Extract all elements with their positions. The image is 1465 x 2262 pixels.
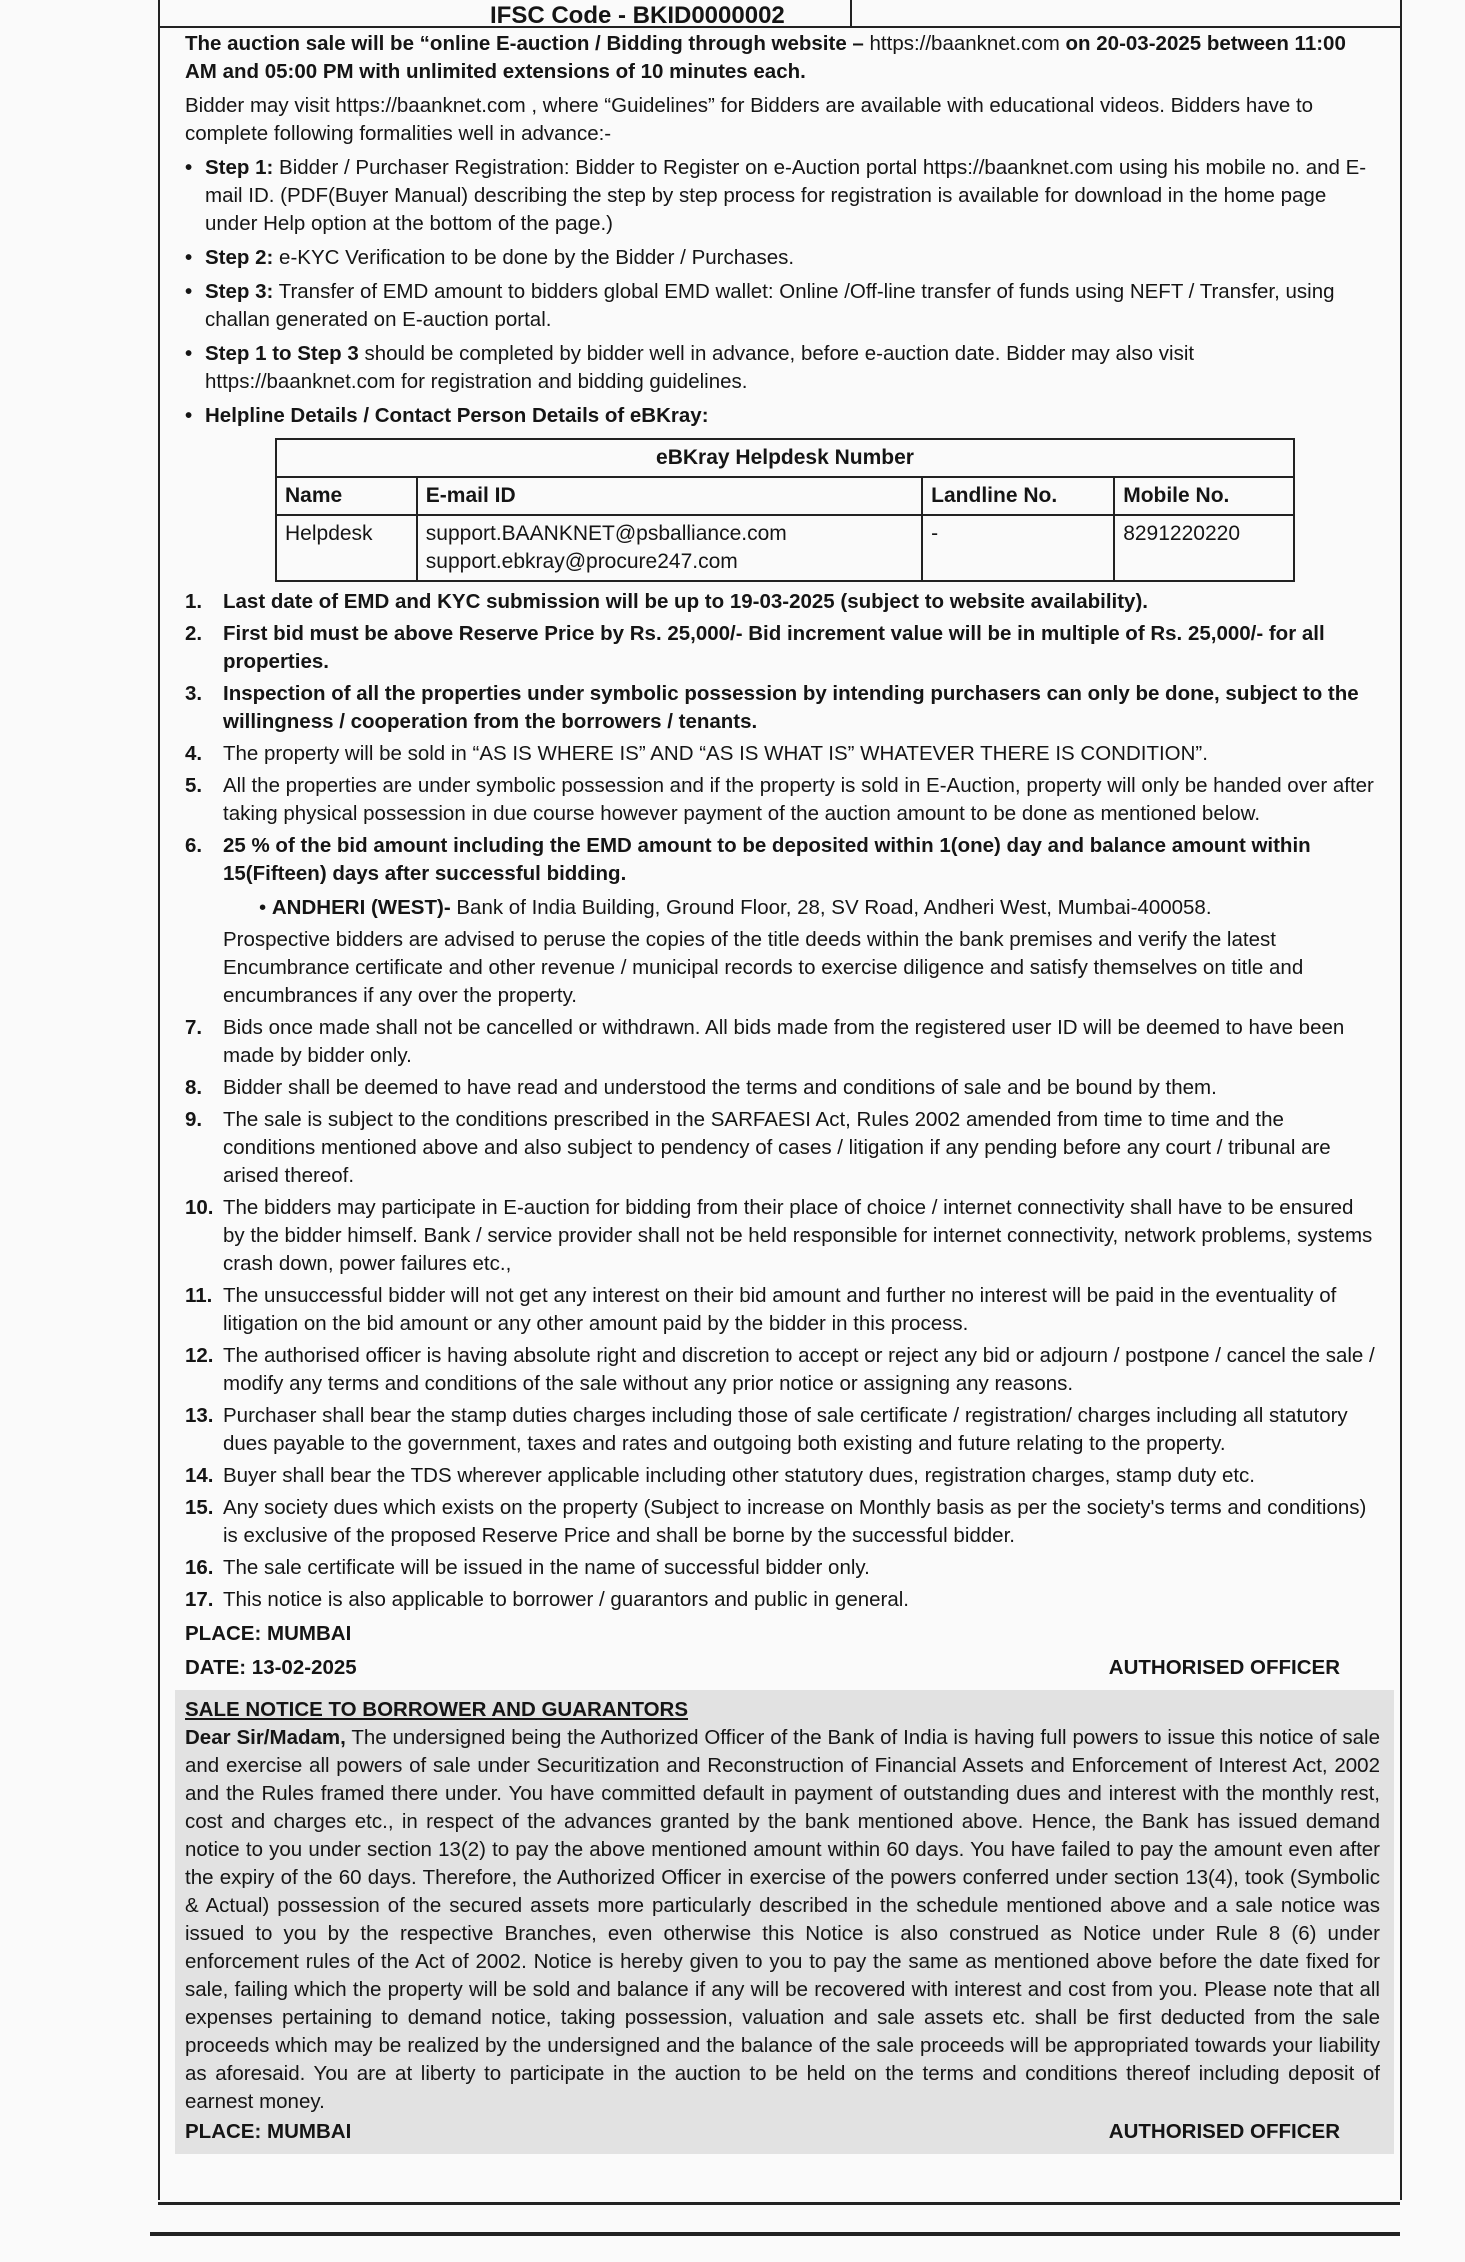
term-text: Bids once made shall not be cancelled or withdrawn. All bids made from the registered user ID will be deemed to have been made by bidder only.	[223, 1016, 1345, 1067]
step-text: Bidder / Purchaser Registration: Bidder to Register on e-Auction portal https://baanknet.com using his mobile no. and E-mail ID. (PDF(Buyer Manual) describing the step by step process for registration is available for download in the home page under Help option at the bottom of the page.)	[205, 156, 1367, 235]
term-text: Buyer shall bear the TDS wherever applicable including other statutory dues, registration charges, stamp duty etc.	[223, 1464, 1255, 1487]
term-item	[185, 1402, 1380, 1458]
sale-notice-title: SALE NOTICE TO BORROWER AND GUARANTORS	[185, 1698, 689, 1721]
term-number: 14.	[185, 1464, 214, 1487]
term-number: 15.	[185, 1496, 214, 1519]
term-number: 2.	[185, 622, 203, 645]
term-text: All the properties are under symbolic possession and if the property is sold in E-Auction, property will only be handed over after taking physical possession in due course however payment of the auction amount to be done as mentioned below.	[223, 774, 1374, 825]
term-text: Bidder shall be deemed to have read and understood the terms and conditions of sale and be bound by them.	[223, 1076, 1217, 1099]
term-text: 25 % of the bid amount including the EMD amount to be deposited within 1(one) day and balance amount within 15(Fifteen) days after successful bidding.	[223, 834, 1311, 885]
col-header-name: Name	[276, 477, 417, 515]
table-row	[276, 515, 1294, 581]
term-text: Purchaser shall bear the stamp duties charges including those of sale certificate / registration/ charges including all statutory dues payable to the government, taxes and rates and outgoing both existing and future relating to the property.	[223, 1404, 1348, 1455]
term-item	[185, 1554, 1380, 1582]
term-text: The bidders may participate in E-auction for bidding from their place of choice / internet connectivity shall have to be ensured by the bidder himself. Bank / service provider shall not be held responsible for internet connectivity, network problems, systems crash down, power failures etc.,	[223, 1196, 1373, 1275]
notice-content	[185, 30, 1380, 2154]
term-number: 9.	[185, 1108, 203, 1131]
term-number: 1.	[185, 590, 203, 613]
title-deeds-note: Prospective bidders are advised to peruse the copies of the title deeds within the bank premises and verify the latest Encumbrance certificate and other revenue / municipal records to exercise diligence and satisfy themselves on title and encumbrances if any over the property.	[223, 928, 1304, 1007]
step-text: should be completed by bidder well in advance, before e-auction date. Bidder may also visit https://baanknet.com for registration and bidding guidelines.	[205, 342, 1195, 393]
step-label: Helpline Details / Contact Person Details of eBKray:	[205, 404, 709, 427]
terms-list	[185, 588, 1380, 1614]
page-bottom-rule	[150, 2232, 1400, 2236]
term-item	[185, 1586, 1380, 1614]
term-number: 16.	[185, 1556, 214, 1579]
email-link[interactable]: support.ebkray@procure247.com	[425, 550, 738, 573]
auction-intro	[185, 30, 1380, 86]
term-item	[185, 1106, 1380, 1190]
col-header-mobile: Mobile No.	[1114, 477, 1294, 515]
step-label: Step 1 to Step 3	[205, 342, 359, 365]
helpdesk-table	[275, 438, 1295, 582]
auction-url-link[interactable]: https://baanknet.com	[869, 32, 1060, 55]
term-number: 13.	[185, 1404, 214, 1427]
term-text: The sale is subject to the conditions prescribed in the SARFAESI Act, Rules 2002 amended from time to time and the conditions mentioned above and also subject to pendency of cases / litigation if any pending before any court / tribunal are arised thereof.	[223, 1108, 1331, 1187]
step-item	[185, 278, 1380, 334]
top-table-cell-right	[850, 0, 1402, 28]
term-item	[185, 1074, 1380, 1102]
step-item	[185, 340, 1380, 396]
term-item	[185, 1462, 1380, 1490]
step-item	[185, 402, 1380, 430]
helpdesk-table-title: eBKray Helpdesk Number	[276, 439, 1294, 477]
authorised-officer-signature: AUTHORISED OFFICER	[1108, 1656, 1340, 1679]
step-item	[185, 244, 1380, 272]
notice-place: PLACE: MUMBAI	[185, 2120, 352, 2143]
term-item	[185, 832, 1380, 1010]
sale-notice-footer	[185, 2118, 1380, 2146]
sale-notice-body	[185, 1724, 1380, 2116]
salutation: Dear Sir/Madam,	[185, 1726, 346, 1749]
term-item	[185, 588, 1380, 616]
cell-email	[417, 515, 922, 581]
branch-address: Bank of India Building, Ground Floor, 28, SV Road, Andheri West, Mumbai-400058.	[450, 896, 1212, 919]
email-link[interactable]: support.BAANKNET@psballiance.com	[425, 522, 787, 545]
cell-landline: -	[922, 515, 1114, 581]
term-number: 7.	[185, 1016, 203, 1039]
term-number: 5.	[185, 774, 203, 797]
term-item	[185, 1194, 1380, 1278]
cell-mobile: 8291220220	[1114, 515, 1294, 581]
term-number: 8.	[185, 1076, 203, 1099]
bidder-guidelines: Bidder may visit https://baanknet.com , where “Guidelines” for Bidders are available with educational videos. Bidders have to complete following formalities well in advance:-	[185, 94, 1314, 145]
place-line: PLACE: MUMBAI	[185, 1622, 352, 1645]
term-item	[185, 1014, 1380, 1070]
step-text: Transfer of EMD amount to bidders global EMD wallet: Online /Off-line transfer of funds using NEFT / Transfer, using challan generated on E-auction portal.	[205, 280, 1335, 331]
step-label: Step 1:	[205, 156, 274, 179]
step-item	[185, 154, 1380, 238]
branch-address-line: • ANDHERI (WEST)- Bank of India Building, Ground Floor, 28, SV Road, Andheri West, Mumbai-400058.	[259, 896, 1212, 919]
term-text: The property will be sold in “AS IS WHERE IS” AND “AS IS WHAT IS” WHATEVER THERE IS CONDITION”.	[223, 742, 1208, 765]
term-item	[185, 680, 1380, 736]
term-text: This notice is also applicable to borrower / guarantors and public in general.	[223, 1588, 909, 1611]
bottom-rule	[158, 2202, 1400, 2205]
term-number: 3.	[185, 682, 203, 705]
registration-steps	[185, 154, 1380, 430]
term-text: First bid must be above Reserve Price by Rs. 25,000/- Bid increment value will be in multiple of Rs. 25,000/- for all properties.	[223, 622, 1325, 673]
term-item	[185, 1494, 1380, 1550]
col-header-landline: Landline No.	[922, 477, 1114, 515]
notice-date: DATE: 13-02-2025	[185, 1656, 357, 1679]
term-item	[185, 1342, 1380, 1398]
notice-officer: AUTHORISED OFFICER	[1108, 2120, 1340, 2143]
term-item	[185, 620, 1380, 676]
term-item	[185, 772, 1380, 828]
term-text: The authorised officer is having absolute right and discretion to accept or reject any bid or adjourn / postpone / cancel the sale / modify any terms and conditions of the sale without any prior notice or assigning any reasons.	[223, 1344, 1375, 1395]
term-number: 10.	[185, 1196, 214, 1219]
step-label: Step 3:	[205, 280, 274, 303]
term-text: Any society dues which exists on the property (Subject to increase on Monthly basis as per the society's terms and conditions) is exclusive of the proposed Reserve Price and shall be borne by the successful bidder.	[223, 1496, 1367, 1547]
auction-intro-text: The auction sale will be “online E-auction / Bidding through website –	[185, 32, 870, 55]
sale-notice-box	[175, 1690, 1394, 2154]
ifsc-code: IFSC Code - BKID0000002	[490, 2, 785, 29]
date-line	[185, 1654, 1380, 1682]
term-number: 12.	[185, 1344, 214, 1367]
term-text: Inspection of all the properties under symbolic possession by intending purchasers can only be done, subject to the willingness / cooperation from the borrowers / tenants.	[223, 682, 1359, 733]
branch-name: ANDHERI (WEST)-	[271, 896, 451, 919]
term-number: 6.	[185, 834, 203, 857]
auction-schedule: on 20-03-2025 between 11:00 AM and 05:00 PM with unlimited extensions of 10 minutes each.	[185, 32, 1346, 83]
cell-name: Helpdesk	[276, 515, 417, 581]
step-text: e-KYC Verification to be done by the Bidder / Purchases.	[273, 246, 795, 269]
term-number: 17.	[185, 1588, 214, 1611]
branch-details	[223, 894, 1380, 922]
term-number: 11.	[185, 1284, 213, 1307]
term-item	[185, 740, 1380, 768]
step-label: Step 2:	[205, 246, 274, 269]
term-text: The unsuccessful bidder will not get any interest on their bid amount and further no interest will be paid in the eventuality of litigation on the bid amount or any other amount paid by the bidder in this process.	[223, 1284, 1337, 1335]
col-header-email: E-mail ID	[417, 477, 922, 515]
term-text: The sale certificate will be issued in the name of successful bidder only.	[223, 1556, 870, 1579]
term-number: 4.	[185, 742, 203, 765]
term-text: Last date of EMD and KYC submission will be up to 19-03-2025 (subject to website availability).	[223, 590, 1148, 613]
term-item	[185, 1282, 1380, 1338]
sale-notice-text: The undersigned being the Authorized Officer of the Bank of India is having full powers to issue this notice of sale and exercise all powers of sale under Securitization and Reconstruction of Financial Assets and Enforcement of Interest Act, 2002 and the Rules framed there under. You have committed default in payment of outstanding dues and interest with the monthly rest, cost and charges etc., in respect of the advances granted by the bank mentioned above. Hence, the Bank has issued demand notice to you under section 13(2) to pay the above mentioned amount within 60 days. You have failed to pay the amount even after the expiry of the 60 days. Therefore, the Authorized Officer in exercise of the powers conferred under section 13(4), took (Symbolic & Actual) possession of the secured assets more particularly described in the schedule mentioned above and a sale notice was issued to you by the respective Branches, even otherwise this Notice is also construed as Notice under Rule 8 (6) under enforcement rules of the Act of 2002. Notice is hereby given to you to pay the same as mentioned above before the date fixed for sale, failing which the property will be sold and balance if any will be recovered with interest and cost from you. Please note that all expenses pertaining to demand notice, taking possession, valuation and sale assets etc. shall be first deducted from the sale proceeds which may be realized by the undersigned and the balance of the sale proceeds will be appropriated towards your liability as aforesaid. You are at liberty to participate in the auction to be held on the terms and conditions thereof including deposit of earnest money.	[185, 1726, 1380, 2113]
